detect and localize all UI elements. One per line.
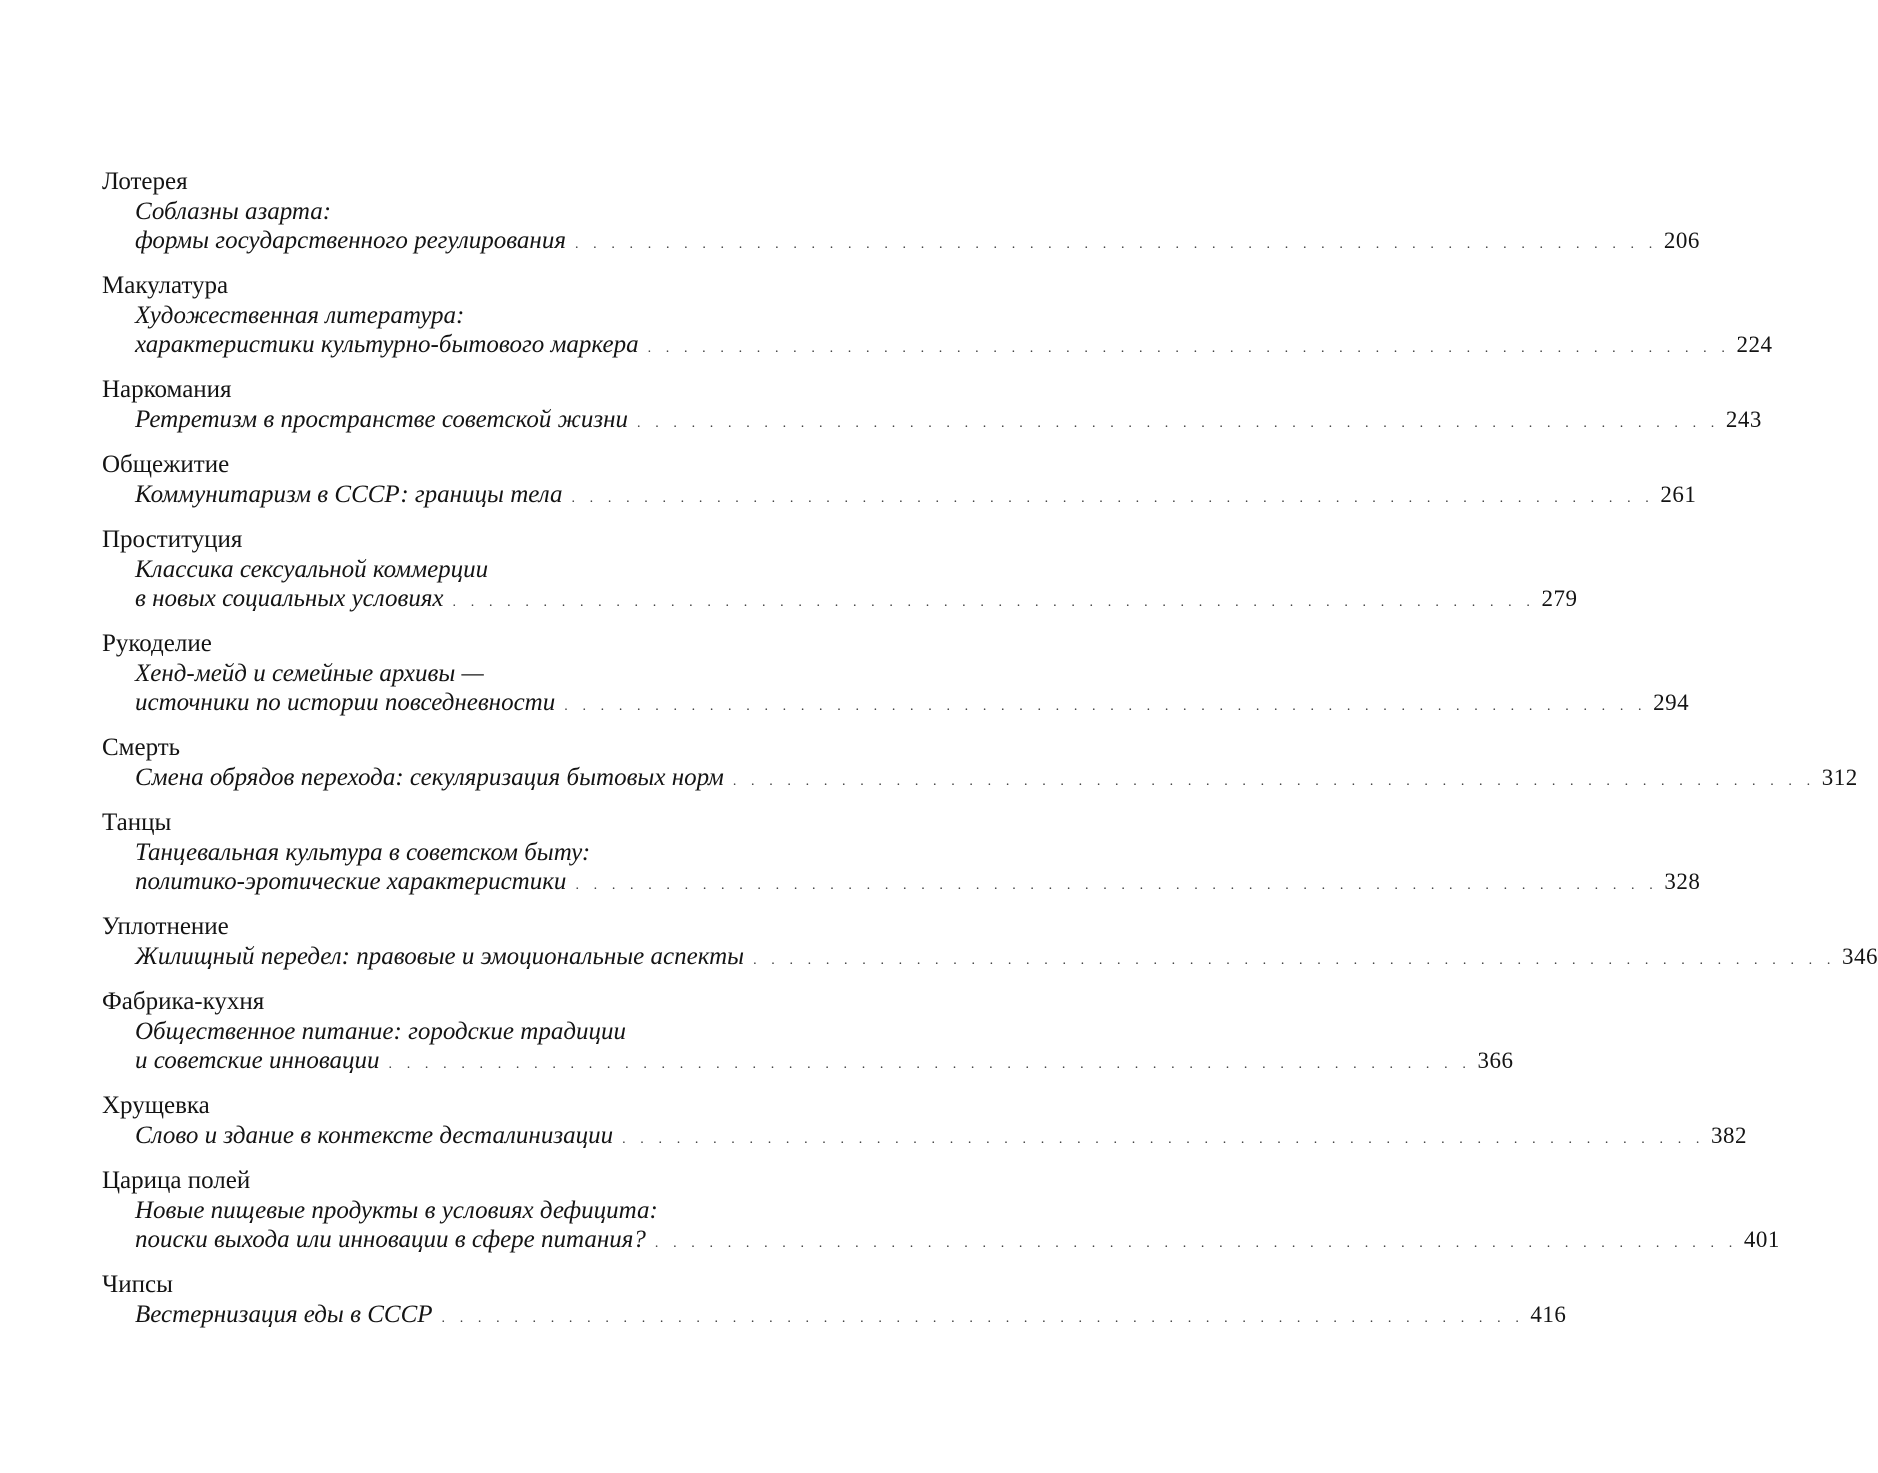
entry-subtitle: Соблазны азарта: [135,198,332,225]
dot-leader: . . . . . . . . . . . . . . . . . . . . . . . . . . . . . . . . . . . . . . . . . . . . . . . . . . . . . . . . . . . . [732,774,1816,789]
entry-subtitle: политико-эротические характеристики [135,868,567,895]
entry-subtitle-line [102,1196,836,1225]
dot-leader: . . . . . . . . . . . . . . . . . . . . . . . . . . . . . . . . . . . . . . . . . . . . . . . . . . . . . . . . . . . . [647,341,1731,356]
page-number: 206 [1663,228,1700,253]
entry-subtitle: Смена обрядов перехода: секуляризация бытовых норм [135,764,724,791]
dot-leader: . . . . . . . . . . . . . . . . . . . . . . . . . . . . . . . . . . . . . . . . . . . . . . . . . . . . . . . . . . . . [564,699,1648,714]
toc-entry [102,1090,1747,1154]
entry-term: Царица полей [102,1167,251,1194]
entry-subtitle-line [102,867,1701,900]
entry-subtitle: Танцевальная культура в советском быту: [135,839,591,866]
page-number: 416 [1530,1302,1567,1327]
entry-term: Фабрика-кухня [102,988,265,1015]
page-number: 224 [1736,332,1773,357]
entry-subtitle: Ретретизм в пространстве советской жизни [135,406,628,433]
toc-entry [102,166,1700,259]
dot-leader: . . . . . . . . . . . . . . . . . . . . . . . . . . . . . . . . . . . . . . . . . . . . . . . . . . . . . . . . . . . . [441,1311,1525,1326]
entry-subtitle-line [102,405,1762,438]
entry-term: Рукоделие [102,630,212,657]
entry-subtitle: Общественное питание: городские традиции [135,1018,626,1045]
page-number: 346 [1841,944,1878,969]
toc-entry [102,524,1578,617]
toc-entry [102,986,1514,1079]
entry-subtitle-line [102,584,1578,617]
dot-leader: . . . . . . . . . . . . . . . . . . . . . . . . . . . . . . . . . . . . . . . . . . . . . . . . . . . . . . . . . . . . [452,595,1536,610]
entry-term: Макулатура [102,272,229,299]
entry-subtitle: Вестернизация еды в СССР [135,1301,433,1328]
entry-subtitle-line [102,301,836,330]
entry-subtitle-line [102,1121,1747,1154]
page-number: 401 [1743,1227,1780,1252]
entry-subtitle-line [102,197,836,226]
toc-entry [102,374,1762,438]
entry-subtitle: и советские инновации [135,1047,380,1074]
dot-leader: . . . . . . . . . . . . . . . . . . . . . . . . . . . . . . . . . . . . . . . . . . . . . . . . . . . . . . . . . . . . [574,237,1658,252]
entry-term: Уплотнение [102,913,229,940]
entry-subtitle-line [102,688,1690,721]
page-number: 366 [1477,1048,1514,1073]
entry-term: Смерть [102,734,181,761]
page-number: 382 [1711,1123,1747,1148]
entry-subtitle-line [102,1225,1780,1258]
entry-subtitle: характеристики культурно-бытового маркера [135,331,639,358]
entry-term: Чипсы [102,1271,173,1298]
entry-subtitle-line [102,1300,1567,1333]
page-number: 243 [1725,407,1762,432]
toc-entry [102,1165,1780,1258]
toc-entry [102,732,1858,796]
entry-term: Хрущевка [102,1092,210,1119]
entry-term: Лотерея [102,168,188,195]
dot-leader: . . . . . . . . . . . . . . . . . . . . . . . . . . . . . . . . . . . . . . . . . . . . . . . . . . . . . . . . . . . . [388,1057,1472,1072]
entry-subtitle-line [102,226,1700,259]
entry-subtitle: формы государственного регулирования [135,227,566,254]
entry-subtitle: Жилищный передел: правовые и эмоциональные аспекты [135,943,745,970]
table-of-contents [102,166,1878,1344]
entry-subtitle: Художественная литература: [135,302,465,329]
page-number: 279 [1541,586,1578,611]
entry-subtitle: Хенд-мейд и семейные архивы — [135,660,484,687]
entry-term: Общежитие [102,451,230,478]
entry-subtitle: поиски выхода или инновации в сфере питания? [135,1226,646,1253]
entry-term: Танцы [102,809,172,836]
entry-subtitle-line [102,942,1878,975]
toc-entry [102,911,1878,975]
toc-entry [102,270,1773,363]
entry-subtitle: Коммунитаризм в СССР: границы тела [135,481,563,508]
dot-leader: . . . . . . . . . . . . . . . . . . . . . . . . . . . . . . . . . . . . . . . . . . . . . . . . . . . . . . . . . . . . [571,491,1655,506]
dot-leader: . . . . . . . . . . . . . . . . . . . . . . . . . . . . . . . . . . . . . . . . . . . . . . . . . . . . . . . . . . . . [575,878,1659,893]
dot-leader: . . . . . . . . . . . . . . . . . . . . . . . . . . . . . . . . . . . . . . . . . . . . . . . . . . . . . . . . . . . . [654,1236,1738,1251]
entry-subtitle-line [102,659,836,688]
dot-leader: . . . . . . . . . . . . . . . . . . . . . . . . . . . . . . . . . . . . . . . . . . . . . . . . . . . . . . . . . . . . [637,416,1720,431]
entry-term: Проституция [102,526,243,553]
page-number: 294 [1653,690,1690,715]
dot-leader: . . . . . . . . . . . . . . . . . . . . . . . . . . . . . . . . . . . . . . . . . . . . . . . . . . . . . . . . . . . . [622,1132,1705,1147]
entry-term: Наркомания [102,376,232,403]
entry-subtitle-line [102,1017,836,1046]
toc-entry [102,628,1690,721]
entry-subtitle: источники по истории повседневности [135,689,556,716]
toc-entry [102,807,1701,900]
page-number: 261 [1660,482,1697,507]
entry-subtitle: Слово и здание в контексте десталинизации [135,1122,614,1149]
entry-subtitle-line [102,555,836,584]
entry-subtitle-line [102,1046,1514,1079]
entry-subtitle-line [102,330,1773,363]
entry-subtitle-line [102,480,1697,513]
page-number: 312 [1821,765,1858,790]
toc-entry [102,449,1697,513]
entry-subtitle: Классика сексуальной коммерции [135,556,489,583]
entry-subtitle: в новых социальных условиях [135,585,444,612]
toc-entry [102,1269,1567,1333]
entry-subtitle-line [102,838,836,867]
page-number: 328 [1664,869,1701,894]
entry-subtitle: Новые пищевые продукты в условиях дефицита: [135,1197,658,1224]
dot-leader: . . . . . . . . . . . . . . . . . . . . . . . . . . . . . . . . . . . . . . . . . . . . . . . . . . . . . . . . . . . . [753,953,1836,968]
entry-subtitle-line [102,763,1858,796]
